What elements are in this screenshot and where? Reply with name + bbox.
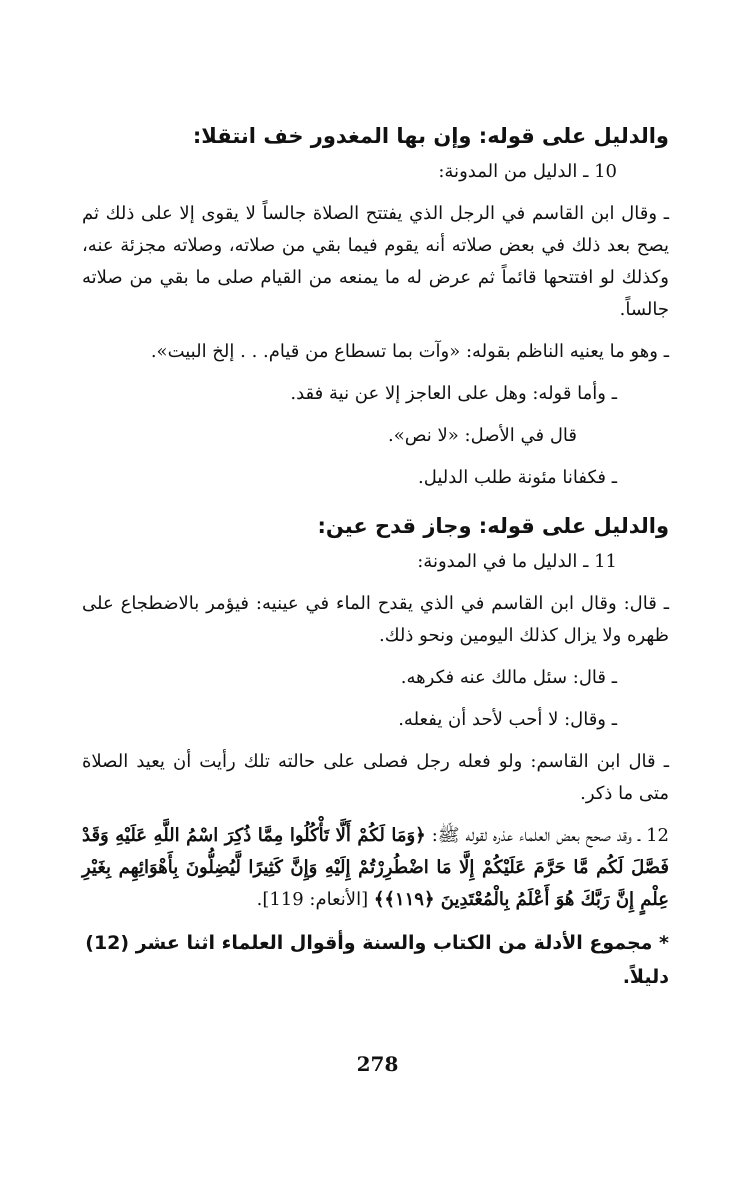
paragraph-repeat-prayer: ـ قال ابن القاسم: ولو فعله رجل فصلى على حالته تلك رأيت أن يعيد الصلاة متى ما ذكر. [82,751,669,804]
section-heading-standing: والدليل على قوله: وإن بها المغدور خف انتقلا: [192,124,669,148]
evidence-12-intro: 12 ـ وقد صحح بعض العلماء عذره لقوله ﷺ: [425,825,669,846]
line-asl-la-nass: قال في الأصل: «لا نص». [388,425,577,446]
line-malik-disliked: ـ قال: سئل مالك عنه فكرهه. [400,667,617,688]
paragraph-eye-treatment: ـ قال: وقال ابن القاسم في الذي يقدح الماء في عينيه: فيؤمر بالاضطجاع على ظهره ولا يزال كذلك اليومين ونحو ذلك. [82,593,669,646]
verse-reference: [الأنعام: 119]. [256,889,374,910]
line-not-preferred: ـ وقال: لا أحب لأحد أن يفعله. [398,709,617,730]
paragraph-quran-evidence [82,820,669,916]
line-ajiz-niyya: ـ وأما قوله: وهل على العاجز إلا عن نية فقد. [290,383,617,404]
line-nazim-quote: ـ وهو ما يعنيه الناظم بقوله: «وآت بما تسطاع من قيام. . . إلخ البيت». [150,341,669,362]
evidence-number-10: 10 ـ الدليل من المدونة: [438,161,617,182]
page-number: 278 [356,1052,399,1076]
evidence-number-11: 11 ـ الدليل ما في المدونة: [417,551,617,572]
line-kafana: ـ فكفانا مئونة طلب الدليل. [418,467,617,488]
quran-verse: ﴿وَمَا لَكُمْ أَلَّا تَأْكُلُوا مِمَّا ذُكِرَ اسْمُ اللَّهِ عَلَيْهِ وَقَدْ فَصَّلَ لَكُم مَّا حَرَّمَ عَلَيْكُمْ إِلَّا مَا اضْطُرِرْتُمْ إِلَيْهِ وَإِنَّ كَثِيرًا لَّيُضِلُّونَ بِأَهْوَائِهِم بِغَيْرِ عِلْمٍ إِنَّ رَبَّكَ هُوَ أَعْلَمُ بِالْمُعْتَدِينَ ﴿١١٩﴾﴾ [82,825,669,910]
summary-statement: * مجموع الأدلة من الكتاب والسنة وأقوال العلماء اثنا عشر (12) دليلاً. [85,932,669,988]
section-heading-eye: والدليل على قوله: وجاز قدح عين: [317,514,669,538]
paragraph-ibn-qasim-sitting: ـ وقال ابن القاسم في الرجل الذي يفتتح الصلاة جالساً لا يقوى إلا على ذلك ثم يصح بعد ذلك في بعض صلاته أنه يقوم فيما بقي من صلاته، وصلاته مجزئة عنه، وكذلك لو افتتحها قائماً ثم عرض له ما يمنعه من القيام صلى ما بقي من صلاته جالساً. [82,203,669,320]
